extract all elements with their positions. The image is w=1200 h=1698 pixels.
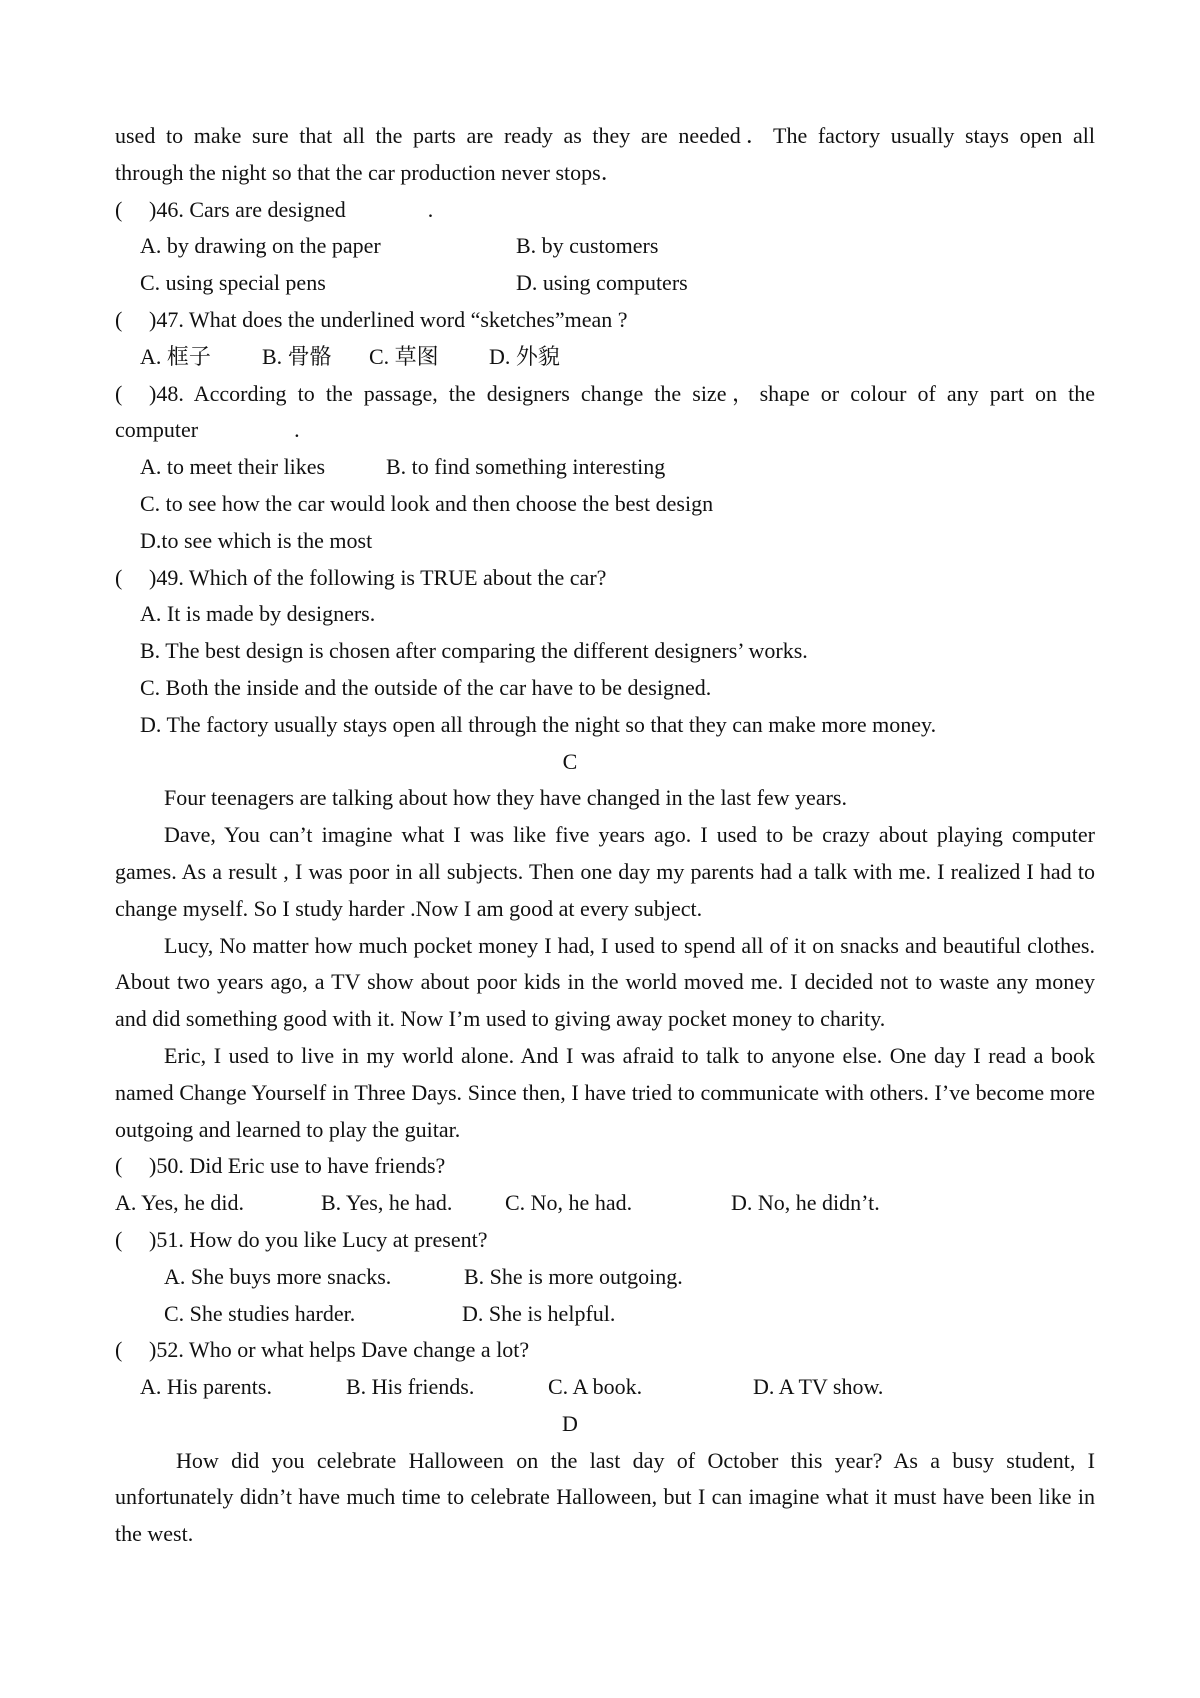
passage-b-line: used to make sure that all the parts are ready as they are needed．The factory usually stays open all (115, 123, 1095, 148)
option-d: D. No, he didn’t. (731, 1190, 880, 1216)
answer-paren: ( (115, 1226, 123, 1252)
question-stem: )50. Did Eric use to have friends? (149, 1153, 446, 1179)
answer-paren: ( (115, 564, 123, 590)
option-a: A. 框子 (140, 343, 211, 369)
option-row (115, 339, 1095, 376)
question-51 (115, 1222, 1095, 1259)
question-48-cont (115, 412, 1095, 449)
option-row (115, 1259, 1095, 1296)
option-d: D. She is helpful. (462, 1300, 616, 1326)
question-48 (115, 376, 1095, 413)
answer-paren: ( (115, 306, 123, 332)
worksheet-page (115, 118, 1095, 1553)
answer-paren: ( (115, 196, 123, 222)
question-stem: )47. What does the underlined word “sketches”mean ? (149, 306, 628, 332)
option-b: B. His friends. (346, 1374, 475, 1400)
question-stem: )46. Cars are designed (149, 196, 346, 222)
option-c: C. A book. (548, 1374, 643, 1400)
section-c-intro: Four teenagers are talking about how they have changed in the last few years. (164, 785, 847, 811)
question-stem: )48. According to the passage, the designers change the size，shape or colour of any part on the (149, 380, 1095, 406)
paragraph-eric: Eric, I used to live in my world alone. And I was afraid to talk to anyone else. One day I read a book named Change Yourself in Three Days. Since then, I have tried to communicate with others. I’ve become more outgoing and learned to play the guitar. (115, 1042, 1095, 1142)
option-c: C. 草图 (369, 343, 439, 369)
option-a: A. His parents. (140, 1374, 272, 1400)
option-c: C. No, he had. (505, 1190, 633, 1216)
option-c: C. She studies harder. (164, 1300, 356, 1326)
question-stem: )49. Which of the following is TRUE about the car? (149, 564, 607, 590)
question-52 (115, 1332, 1095, 1369)
option-a: A. She buys more snacks. (164, 1263, 392, 1289)
question-stem: )51. How do you like Lucy at present? (149, 1226, 488, 1252)
option-row (115, 449, 1095, 486)
question-49 (115, 560, 1095, 597)
passage-b-line: through the night so that the car production never stops． (115, 159, 623, 185)
option-d: D. 外貌 (489, 343, 560, 369)
option-a: A. Yes, he did. (115, 1190, 244, 1216)
option-b: B. by customers (516, 233, 659, 259)
answer-paren: ( (115, 380, 123, 406)
question-47 (115, 302, 1095, 339)
option-a: A. to meet their likes (140, 454, 326, 480)
section-d-intro: How did you celebrate Halloween on the last day of October this year? As a busy student, I unfortunately didn’t have much time to celebrate Halloween, but I can imagine what it must have been like in the west. (115, 1447, 1095, 1547)
paragraph-dave: Dave, You can’t imagine what I was like five years ago. I used to be crazy about playing computer games. As a result , I was poor in all subjects. Then one day my parents had a talk with me. I realized I had to change myself. So I study harder .Now I am good at every subject. (115, 822, 1095, 921)
question-46 (115, 192, 1095, 229)
question-tail: . (427, 196, 434, 222)
option-c: C. using special pens (140, 270, 326, 296)
option-row (115, 1185, 1095, 1222)
option-c: C. to see how the car would look and then choose the best design (140, 490, 714, 516)
option-b: B. She is more outgoing. (464, 1263, 683, 1289)
option-d: D.to see which is the most (140, 527, 373, 553)
option-row (115, 1296, 1095, 1333)
question-50 (115, 1148, 1095, 1185)
option-row (115, 265, 1095, 302)
question-stem-cont: computer (115, 417, 199, 443)
question-stem: )52. Who or what helps Dave change a lot? (149, 1337, 530, 1363)
option-b: B. The best design is chosen after comparing the different designers’ works. (140, 638, 808, 664)
option-row (115, 228, 1095, 265)
option-b: B. Yes, he had. (321, 1190, 453, 1216)
option-b: B. to find something interesting (386, 454, 666, 480)
option-a: A. It is made by designers. (140, 601, 376, 627)
option-a: A. by drawing on the paper (140, 233, 381, 259)
option-row (115, 1369, 1095, 1406)
option-d: D. The factory usually stays open all through the night so that they can make more money. (140, 711, 937, 737)
answer-paren: ( (115, 1153, 123, 1179)
section-heading-c: C (562, 748, 578, 774)
section-heading-d: D (562, 1410, 578, 1436)
answer-paren: ( (115, 1337, 123, 1363)
option-d: D. using computers (516, 270, 688, 296)
option-b: B. 骨骼 (262, 343, 332, 369)
option-c: C. Both the inside and the outside of the car have to be designed. (140, 674, 712, 700)
question-tail: . (294, 417, 300, 443)
paragraph-lucy: Lucy, No matter how much pocket money I had, I used to spend all of it on snacks and beautiful clothes. About two years ago, a TV show about poor kids in the world moved me. I decided not to waste any money and did something good with it. Now I’m used to giving away pocket money to charity. (115, 932, 1095, 1032)
option-d: D. A TV show. (753, 1374, 884, 1400)
